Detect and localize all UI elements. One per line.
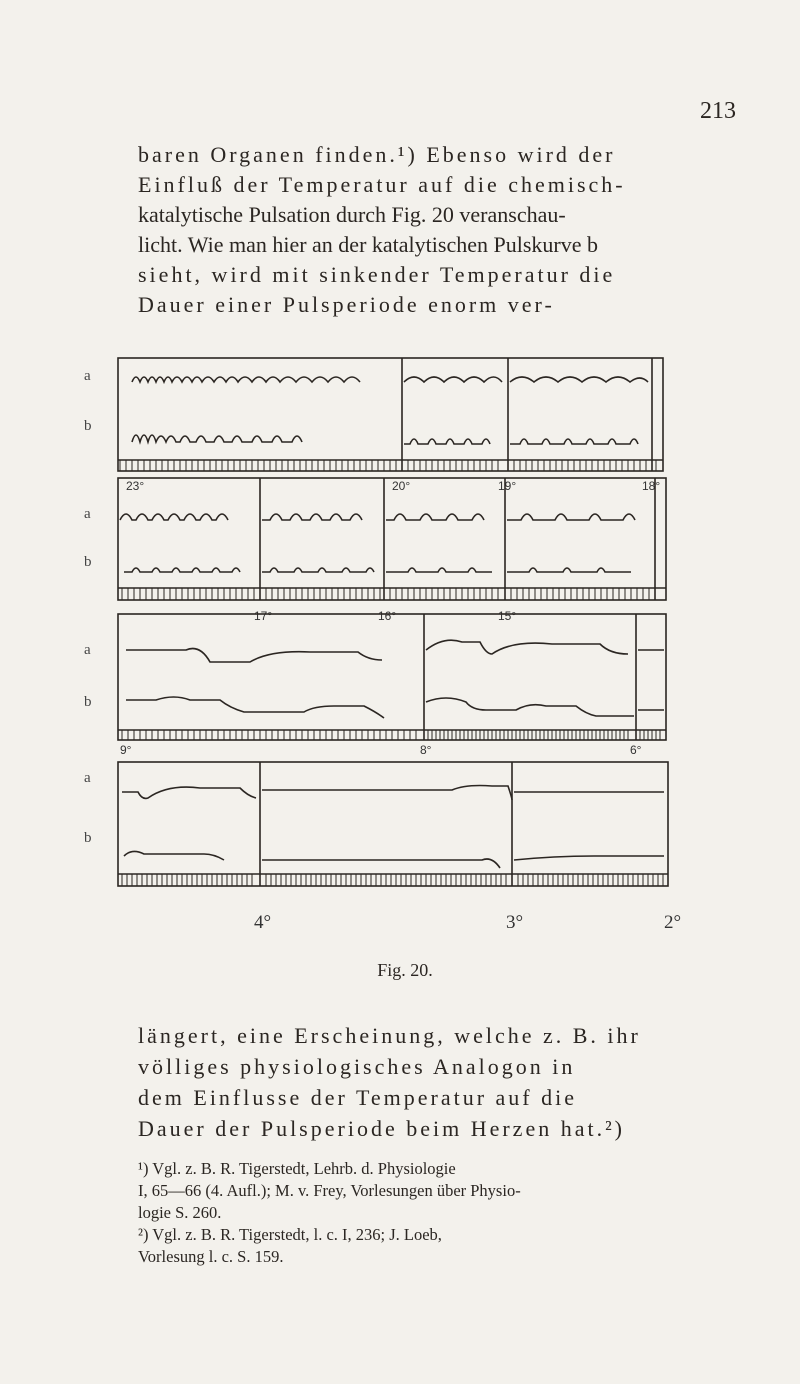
row-label-b: b	[84, 418, 92, 434]
temp-label: 17°	[254, 609, 273, 623]
panel-3	[118, 614, 666, 740]
panel-frame	[118, 478, 666, 600]
row-label-a: a	[84, 506, 91, 522]
time-marks	[122, 874, 663, 886]
row-label-a: a	[84, 368, 91, 384]
temp-label: 20°	[392, 479, 411, 493]
row-label-a: a	[84, 642, 91, 658]
figure-20-panel-4	[0, 760, 800, 890]
panel-frame	[118, 614, 666, 740]
temp-label: 8°	[420, 743, 432, 757]
figure-caption	[0, 960, 800, 981]
curve-a	[126, 640, 664, 662]
panel-2	[118, 478, 666, 600]
text-line: Einfluß der Temperatur auf die chemisch-	[138, 172, 626, 197]
temp-label: 19°	[498, 479, 517, 493]
footnote-line: ²) Vgl. z. B. R. Tigerstedt, l. c. I, 236; J. Loeb,	[138, 1225, 442, 1244]
row-label-b: b	[84, 830, 92, 846]
temp-label: 9°	[120, 743, 132, 757]
paragraph-bottom	[138, 1020, 686, 1144]
curve-b	[124, 851, 664, 868]
curve-b	[124, 568, 631, 572]
row-label-b: b	[84, 554, 92, 570]
text-line: völliges physiologisches Analogon in	[138, 1054, 576, 1079]
footnote-line: I, 65—66 (4. Aufl.); M. v. Frey, Vorlesungen über Physio-	[138, 1181, 521, 1200]
temp-label: 23°	[126, 479, 145, 493]
temp-label: 15°	[498, 609, 517, 623]
text-line: katalytische Pulsation durch Fig. 20 veranschau-	[138, 202, 566, 227]
time-marks	[120, 460, 656, 471]
footnote-line: ¹) Vgl. z. B. R. Tigerstedt, Lehrb. d. Physiologie	[138, 1159, 456, 1178]
text-line: dem Einflusse der Temperatur auf die	[138, 1085, 577, 1110]
temp-label: 4°	[254, 912, 272, 933]
panel-1	[118, 358, 663, 471]
panel-4-temps	[0, 912, 800, 942]
text-line: sieht, wird mit sinkender Temperatur die	[138, 262, 616, 287]
text-line: Dauer einer Pulsperiode enorm ver-	[138, 292, 555, 317]
footnote-line: Vorlesung l. c. S. 159.	[138, 1247, 284, 1266]
curve-a	[122, 786, 664, 801]
footnotes	[138, 1158, 686, 1268]
row-label-a: a	[84, 770, 91, 786]
figure-20	[0, 270, 800, 800]
curve-b	[132, 435, 638, 444]
temp-label: 18°	[642, 479, 661, 493]
time-marks	[122, 730, 660, 740]
curve-a	[120, 514, 635, 520]
caption-text: Fig. 20.	[377, 960, 433, 980]
temp-label: 16°	[378, 609, 397, 623]
row-label-b: b	[84, 694, 92, 710]
curve-b	[126, 697, 664, 718]
panel-frame	[118, 358, 663, 471]
temp-label: 6°	[630, 743, 642, 757]
text-line: längert, eine Erscheinung, welche z. B. ihr	[138, 1023, 641, 1048]
page-number: 213	[700, 98, 736, 124]
footnote-line: logie S. 260.	[138, 1203, 222, 1222]
time-marks	[122, 588, 649, 600]
temp-label: 2°	[664, 912, 682, 933]
text-line: Dauer der Pulsperiode beim Herzen hat.²)	[138, 1116, 626, 1141]
text-line: baren Organen finden.¹) Ebenso wird der	[138, 142, 616, 167]
panel-frame	[118, 762, 668, 886]
text-line: licht. Wie man hier an der katalytischen Pulskurve b	[138, 232, 598, 257]
temp-label: 3°	[506, 912, 524, 933]
curve-a	[132, 377, 648, 382]
